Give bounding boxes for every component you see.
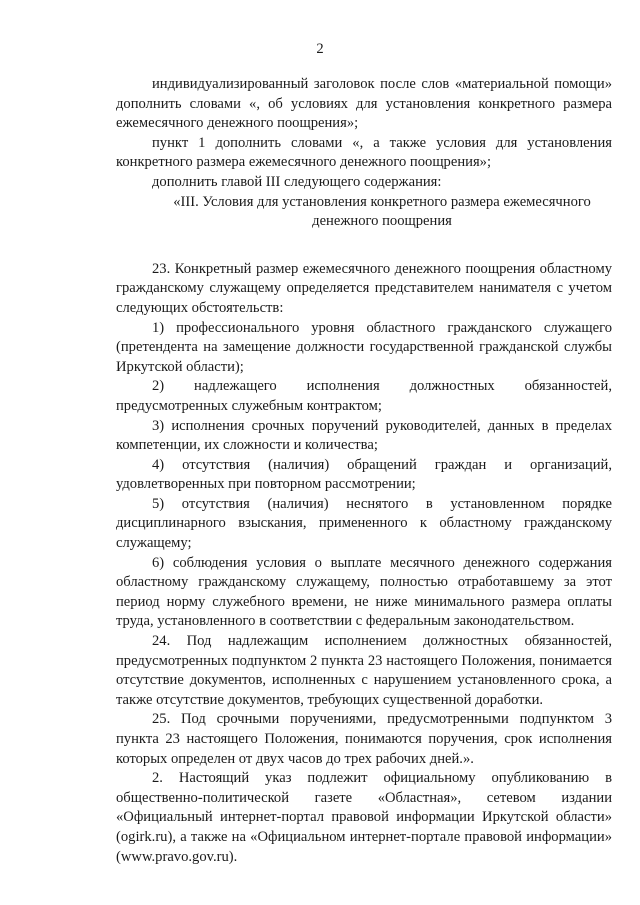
- spacer: [116, 232, 612, 260]
- list-item: 2) надлежащего исполнения должностных обязанностей, предусмотренных служебным контрактом;: [116, 378, 612, 414]
- chapter-heading: «III. Условия для установления конкретного размера ежемесячного денежного поощрения: [173, 193, 591, 230]
- paragraph: дополнить главой III следующего содержания:: [152, 173, 442, 190]
- paragraph: индивидуализированный заголовок после слов «материальной помощи» дополнить словами «, об условиях для установления конкретного размера ежемесячного денежного поощрения»;: [116, 76, 612, 132]
- paragraph: 2. Настоящий указ подлежит официальному опубликованию в общественно-политической газете «Областная», сетевом издании «Официальный интернет-портал правовой информации Иркутской области» (ogirk.ru), а также на «Официальном интернет-портале правовой информации» (www.pravo.gov.ru).: [116, 770, 612, 865]
- paragraph: 23. Конкретный размер ежемесячного денежного поощрения областному гражданскому служащему определяется представителем нанимателя с учетом следующих обстоятельств:: [116, 260, 612, 316]
- list-item: 4) отсутствия (наличия) обращений граждан и организаций, удовлетворенных при повторном рассмотрении;: [116, 456, 612, 493]
- list-item: 3) исполнения срочных поручений руководителей, данных в пределах компетенции, их сложности и количества;: [116, 417, 612, 454]
- paragraph: 24. Под надлежащим исполнением должностных обязанностей, предусмотренных подпунктом 2 пункта 23 настоящего Положения, понимается отсутствие документов, исполненных с нарушением установленного срока, а также отсутствие документов, требующих существенной доработки.: [116, 633, 612, 708]
- paragraph: пункт 1 дополнить словами «, а также условия для установления конкретного размера ежемесячного денежного поощрения»;: [116, 134, 612, 171]
- document-body: [116, 75, 612, 867]
- page-number: 2: [316, 41, 324, 57]
- list-item: 6) соблюдения условия о выплате месячного денежного содержания областному гражданскому служащему, полностью отработавшему за этот период норму служебного времени, не ниже минимального размера оплаты труда, установленного в соответствии с федеральным законодательством.: [116, 554, 612, 630]
- list-item: 1) профессионального уровня областного гражданского служащего (претендента на замещение должности государственной гражданской службы Иркутской области);: [116, 319, 612, 375]
- paragraph: 25. Под срочными поручениями, предусмотренными подпунктом 3 пункта 23 настоящего Положения, понимаются поручения, срок исполнения которых определен от двух часов до трех рабочих дней.».: [116, 711, 612, 767]
- list-item: 5) отсутствия (наличия) неснятого в установленном порядке дисциплинарного взыскания, примененного к областному гражданскому служащему;: [116, 495, 612, 552]
